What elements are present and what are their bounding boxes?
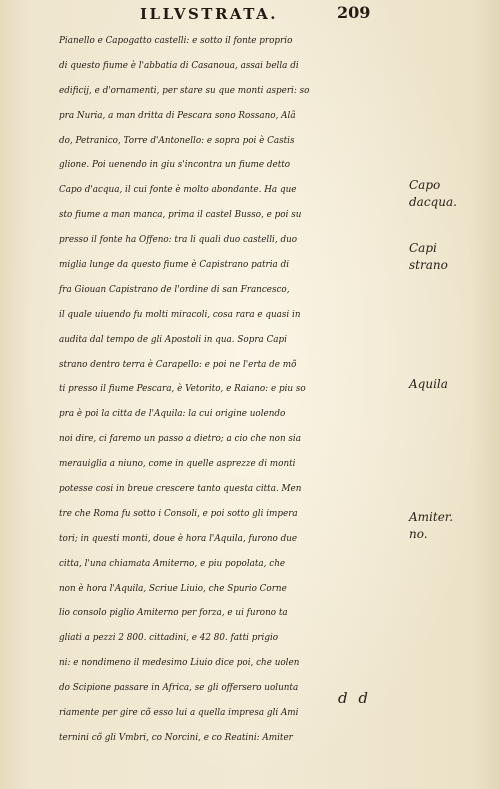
- text-line: glione. Poi uenendo in giu s'incontra un fiume detto: [59, 160, 291, 171]
- text-line: pra Nuria, a man dritta di Pescara sono Rossano, Alâ: [59, 110, 296, 121]
- text-line: tori; in questi monti, doue è hora l'Aquila, furono due: [59, 533, 298, 544]
- text-line: edificij, e d'ornamenti, per stare su que monti asperi: so: [59, 85, 310, 96]
- page-number: 209: [337, 3, 371, 22]
- text-line: Capo d'acqua, il cui fonte è molto abondante. Ha que: [59, 185, 297, 196]
- text-line: merauiglia a niuno, come in quelle asprezze di monti: [59, 459, 296, 470]
- signature-mark: d d: [338, 689, 371, 707]
- margin-note-line: dacqua.: [409, 195, 457, 209]
- text-line: citta, l'una chiamata Amiterno, e piu popolata, che: [59, 558, 286, 569]
- text-line: gliati a pezzi 2 800. cittadini, e 42 80. fatti prigio: [59, 633, 279, 644]
- text-line: potesse cosi in breue crescere tanto questa citta. Men: [59, 484, 302, 495]
- text-line: audita dal tempo de gli Apostoli in qua. Sopra Capi: [59, 334, 287, 345]
- text-line: do Scipione passare in Africa, se gli offersero uolunta: [59, 683, 299, 694]
- text-line: il quale uiuendo fu molti miracoli, cosa rara e quasi in: [59, 309, 301, 320]
- text-line: miglia lunge da questo fiume è Capistrano patria di: [59, 260, 290, 271]
- text-line: strano dentro terra è Carapello: e poi ne l'erta de mõ: [59, 359, 297, 370]
- margin-note-line: no.: [409, 527, 428, 541]
- margin-note-capo-dacqua: [409, 177, 489, 211]
- margin-note-line: Amiter.: [409, 510, 454, 524]
- text-line: riamente per gire cõ esso lui a quella impresa gli Ami: [59, 708, 299, 719]
- body-text: [59, 29, 409, 751]
- text-line: di questo fiume è l'abbatia di Casanoua, assai bella di: [59, 60, 299, 71]
- margin-note-aquila: [409, 376, 489, 393]
- text-line: do, Petranico, Torre d'Antonello: e sopra poi è Castis: [59, 135, 295, 146]
- text-line: non è hora l'Aquila, Scriue Liuio, che Spurio Corne: [59, 583, 287, 594]
- text-line: tre che Roma fu sotto i Consoli, e poi sotto gli impera: [59, 508, 298, 519]
- margin-note-amiterno: [409, 509, 489, 543]
- text-line: fra Giouan Capistrano de l'ordine di san Francesco,: [59, 284, 290, 295]
- running-head: ILLVSTRATA.: [140, 5, 278, 23]
- text-line: ternini cõ gli Vmbri, co Norcini, e co Reatini: Amiter: [59, 732, 293, 743]
- text-line: presso il fonte ha Offeno: tra li quali duo castelli, duo: [59, 235, 298, 246]
- margin-note-capistrano: [409, 240, 489, 274]
- margin-note-line: Capi: [409, 241, 437, 255]
- page-header: [0, 3, 500, 25]
- text-line: ti presso il fiume Pescara, è Vetorito, e Raiano: e piu so: [59, 384, 306, 395]
- margin-note-line: strano: [409, 258, 448, 272]
- text-line: noi dire, ci faremo un passo a dietro; a cio che non sia: [59, 434, 301, 445]
- text-line: Pianello e Capogatto castelli: e sotto il fonte proprio: [59, 36, 293, 46]
- text-line: sto fiume a man manca, prima il castel Busso, e poi su: [59, 210, 302, 221]
- text-line: ni: e nondimeno il medesimo Liuio dice poi, che uolen: [59, 658, 300, 669]
- text-line: lio consolo piglio Amiterno per forza, e ui furono ta: [59, 608, 288, 619]
- margin-note-line: Capo: [409, 178, 441, 192]
- text-line: pra è poi la citta de l'Aquila: la cui origine uolendo: [59, 409, 286, 420]
- margin-note-line: Aquila: [409, 377, 448, 391]
